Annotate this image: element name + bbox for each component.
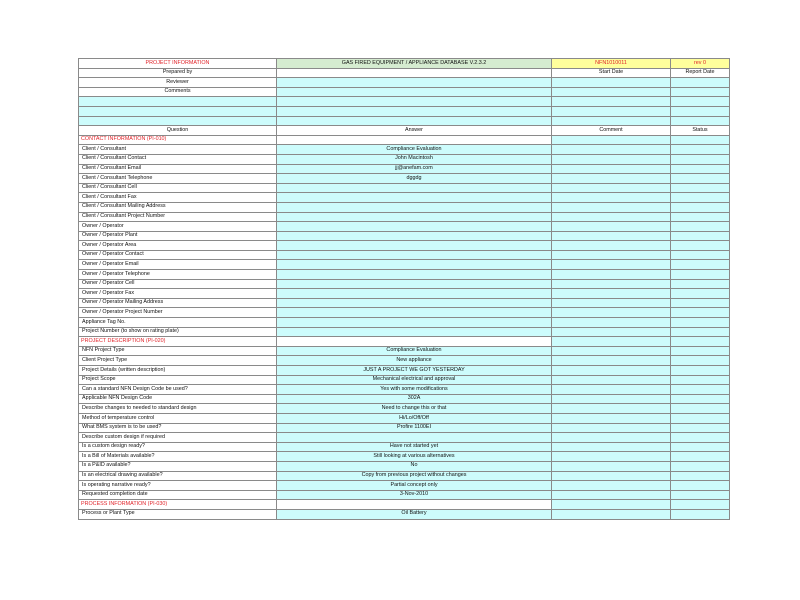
question-label: Is a custom design ready? xyxy=(79,442,277,452)
status-cell[interactable] xyxy=(671,356,730,366)
section-title: CONTACT INFORMATION (PI-010) xyxy=(79,135,277,145)
comments-value[interactable] xyxy=(277,87,552,97)
answer-cell[interactable] xyxy=(277,327,552,337)
question-label: Applicable NFN Design Code xyxy=(79,394,277,404)
section-comment-cell[interactable] xyxy=(552,337,671,347)
question-row xyxy=(79,174,730,184)
prepared-by-value[interactable] xyxy=(277,68,552,78)
question-row xyxy=(79,452,730,462)
section-header-blank xyxy=(277,337,552,347)
comment-cell[interactable] xyxy=(552,423,671,433)
question-row xyxy=(79,327,730,337)
status-cell[interactable] xyxy=(671,385,730,395)
answer-cell[interactable]: New appliance xyxy=(277,356,552,366)
status-cell[interactable] xyxy=(671,270,730,280)
comment-cell[interactable] xyxy=(552,270,671,280)
question-label: Owner / Operator Telephone xyxy=(79,270,277,280)
reviewer-value[interactable] xyxy=(277,78,552,88)
section-status-cell[interactable] xyxy=(671,337,730,347)
section-header-blank xyxy=(277,500,552,510)
question-row xyxy=(79,260,730,270)
answer-cell[interactable]: 302A xyxy=(277,394,552,404)
blank-cell[interactable] xyxy=(79,106,277,116)
status-cell[interactable] xyxy=(671,183,730,193)
answer-cell[interactable]: Compliance Evaluation xyxy=(277,346,552,356)
comment-cell[interactable] xyxy=(552,241,671,251)
answer-cell[interactable] xyxy=(277,222,552,232)
comment-cell[interactable] xyxy=(552,356,671,366)
comment-cell[interactable] xyxy=(552,471,671,481)
answer-cell[interactable] xyxy=(277,279,552,289)
question-label: Client / Consultant Email xyxy=(79,164,277,174)
question-row xyxy=(79,202,730,212)
question-label: Owner / Operator xyxy=(79,222,277,232)
status-cell[interactable] xyxy=(671,442,730,452)
status-cell[interactable] xyxy=(671,366,730,376)
status-cell[interactable] xyxy=(671,145,730,155)
section-comment-cell[interactable] xyxy=(552,135,671,145)
comments-extra-cell[interactable] xyxy=(552,87,671,97)
comment-cell[interactable] xyxy=(552,433,671,443)
question-row xyxy=(79,212,730,222)
question-label: Requested completion date xyxy=(79,490,277,500)
blank-cell[interactable] xyxy=(79,97,277,107)
comment-cell[interactable] xyxy=(552,366,671,376)
section-header-row xyxy=(79,500,730,510)
question-row xyxy=(79,183,730,193)
question-label: Project Details (written description) xyxy=(79,366,277,376)
answer-cell[interactable]: Need to change this or that xyxy=(277,404,552,414)
question-label: Owner / Operator Contact xyxy=(79,250,277,260)
answer-cell[interactable] xyxy=(277,231,552,241)
comment-cell[interactable] xyxy=(552,452,671,462)
question-row xyxy=(79,442,730,452)
status-cell[interactable] xyxy=(671,250,730,260)
status-cell[interactable] xyxy=(671,413,730,423)
comment-cell[interactable] xyxy=(552,183,671,193)
question-row xyxy=(79,423,730,433)
question-label: NFN Project Type xyxy=(79,346,277,356)
blank-cell[interactable] xyxy=(552,116,671,126)
question-column-header: Question xyxy=(79,126,277,136)
status-cell[interactable] xyxy=(671,289,730,299)
question-row xyxy=(79,375,730,385)
question-label: Client / Consultant Telephone xyxy=(79,174,277,184)
question-label: Describe custom design if required xyxy=(79,433,277,443)
project-information-sheet xyxy=(78,58,730,520)
question-label: Method of temperature control xyxy=(79,413,277,423)
project-information-title: PROJECT INFORMATION xyxy=(79,59,277,69)
database-title: GAS FIRED EQUIPMENT / APPLIANCE DATABASE V.2.3.2 xyxy=(277,59,552,69)
answer-cell[interactable] xyxy=(277,241,552,251)
answer-cell[interactable]: Copy from previous project without changes xyxy=(277,471,552,481)
answer-cell[interactable] xyxy=(277,318,552,328)
answer-cell[interactable] xyxy=(277,212,552,222)
comment-cell[interactable] xyxy=(552,289,671,299)
question-label: Project Scope xyxy=(79,375,277,385)
answer-cell[interactable] xyxy=(277,250,552,260)
answer-column-header: Answer xyxy=(277,126,552,136)
answer-cell[interactable] xyxy=(277,298,552,308)
question-label: Client Project Type xyxy=(79,356,277,366)
section-status-cell[interactable] xyxy=(671,135,730,145)
question-label: Client / Consultant Cell xyxy=(79,183,277,193)
status-cell[interactable] xyxy=(671,452,730,462)
section-header-row xyxy=(79,337,730,347)
comment-cell[interactable] xyxy=(552,193,671,203)
answer-cell[interactable]: Partial concept only xyxy=(277,481,552,491)
status-cell[interactable] xyxy=(671,423,730,433)
answer-cell[interactable] xyxy=(277,289,552,299)
answer-cell[interactable]: John Macintosh xyxy=(277,154,552,164)
status-cell[interactable] xyxy=(671,202,730,212)
start-date-label: Start Date xyxy=(552,68,671,78)
question-label: Describe changes to needed to standard design xyxy=(79,404,277,414)
blank-cell[interactable] xyxy=(671,106,730,116)
comment-cell[interactable] xyxy=(552,481,671,491)
question-row xyxy=(79,471,730,481)
status-cell[interactable] xyxy=(671,308,730,318)
comment-cell[interactable] xyxy=(552,385,671,395)
question-label: Client / Consultant Fax xyxy=(79,193,277,203)
comments-row xyxy=(79,87,730,97)
question-label: Client / Consultant Contact xyxy=(79,154,277,164)
question-row xyxy=(79,481,730,491)
section-title: PROJECT DESCRIPTION (PI-020) xyxy=(79,337,277,347)
start-date-value[interactable] xyxy=(552,78,671,88)
question-row xyxy=(79,404,730,414)
question-row xyxy=(79,164,730,174)
status-cell[interactable] xyxy=(671,231,730,241)
answer-cell[interactable]: Compliance Evaluation xyxy=(277,145,552,155)
blank-row xyxy=(79,97,730,107)
question-label: Process or Plant Type xyxy=(79,509,277,519)
status-cell[interactable] xyxy=(671,346,730,356)
answer-cell[interactable] xyxy=(277,260,552,270)
answer-cell[interactable]: No xyxy=(277,461,552,471)
blank-cell[interactable] xyxy=(552,106,671,116)
question-label: Is a P&ID available? xyxy=(79,461,277,471)
status-cell[interactable] xyxy=(671,375,730,385)
comment-cell[interactable] xyxy=(552,413,671,423)
status-column-header: Status xyxy=(671,126,730,136)
answer-cell[interactable]: Profire 1100EI xyxy=(277,423,552,433)
blank-row xyxy=(79,106,730,116)
answer-cell[interactable] xyxy=(277,183,552,193)
comment-cell[interactable] xyxy=(552,442,671,452)
question-label: Is an electrical drawing available? xyxy=(79,471,277,481)
comments-label: Comments xyxy=(79,87,277,97)
question-label: Project Number (to show on rating plate) xyxy=(79,327,277,337)
answer-cell[interactable]: Still looking at various alternatives xyxy=(277,452,552,462)
status-cell[interactable] xyxy=(671,154,730,164)
question-row xyxy=(79,394,730,404)
status-cell[interactable] xyxy=(671,471,730,481)
question-label: Owner / Operator Email xyxy=(79,260,277,270)
status-cell[interactable] xyxy=(671,327,730,337)
comment-cell[interactable] xyxy=(552,404,671,414)
answer-cell[interactable]: Yes with some modifications xyxy=(277,385,552,395)
comment-cell[interactable] xyxy=(552,509,671,519)
blank-cell[interactable] xyxy=(671,116,730,126)
question-label: What BMS system is to be used? xyxy=(79,423,277,433)
question-row xyxy=(79,461,730,471)
comment-cell[interactable] xyxy=(552,298,671,308)
question-label: Is operating narrative ready? xyxy=(79,481,277,491)
question-row xyxy=(79,308,730,318)
question-row xyxy=(79,250,730,260)
question-row xyxy=(79,289,730,299)
question-label: Owner / Operator Area xyxy=(79,241,277,251)
comment-cell[interactable] xyxy=(552,394,671,404)
status-cell[interactable] xyxy=(671,461,730,471)
comment-cell[interactable] xyxy=(552,202,671,212)
question-row xyxy=(79,433,730,443)
question-label: Owner / Operator Plant xyxy=(79,231,277,241)
comment-cell[interactable] xyxy=(552,174,671,184)
blank-cell[interactable] xyxy=(277,116,552,126)
blank-cell[interactable] xyxy=(671,97,730,107)
answer-cell[interactable]: Have not started yet xyxy=(277,442,552,452)
status-cell[interactable] xyxy=(671,241,730,251)
blank-cell[interactable] xyxy=(277,97,552,107)
status-cell[interactable] xyxy=(671,318,730,328)
comments-extra-cell[interactable] xyxy=(671,87,730,97)
question-row xyxy=(79,298,730,308)
comment-cell[interactable] xyxy=(552,461,671,471)
status-cell[interactable] xyxy=(671,298,730,308)
question-row xyxy=(79,366,730,376)
status-cell[interactable] xyxy=(671,164,730,174)
comment-cell[interactable] xyxy=(552,164,671,174)
answer-cell[interactable]: dggdg xyxy=(277,174,552,184)
reviewer-row xyxy=(79,78,730,88)
comment-cell[interactable] xyxy=(552,279,671,289)
comment-cell[interactable] xyxy=(552,308,671,318)
comment-cell[interactable] xyxy=(552,154,671,164)
answer-cell[interactable]: Mechanical electrical and approval xyxy=(277,375,552,385)
question-row xyxy=(79,193,730,203)
question-row xyxy=(79,318,730,328)
answer-cell[interactable] xyxy=(277,270,552,280)
prepared-by-label: Prepared by xyxy=(79,68,277,78)
section-status-cell[interactable] xyxy=(671,500,730,510)
question-row xyxy=(79,231,730,241)
question-row xyxy=(79,279,730,289)
section-comment-cell[interactable] xyxy=(552,500,671,510)
status-cell[interactable] xyxy=(671,174,730,184)
project-number[interactable]: NFN1010011 xyxy=(552,59,671,69)
report-date-value[interactable] xyxy=(671,78,730,88)
status-cell[interactable] xyxy=(671,509,730,519)
question-label: Owner / Operator Project Number xyxy=(79,308,277,318)
status-cell[interactable] xyxy=(671,490,730,500)
comment-cell[interactable] xyxy=(552,260,671,270)
section-header-row xyxy=(79,135,730,145)
comment-cell[interactable] xyxy=(552,250,671,260)
answer-cell[interactable]: Oil Battery xyxy=(277,509,552,519)
blank-cell[interactable] xyxy=(277,106,552,116)
comment-cell[interactable] xyxy=(552,375,671,385)
question-row xyxy=(79,509,730,519)
status-cell[interactable] xyxy=(671,260,730,270)
comment-cell[interactable] xyxy=(552,490,671,500)
status-cell[interactable] xyxy=(671,394,730,404)
comment-cell[interactable] xyxy=(552,231,671,241)
revision-cell[interactable]: rev 0 xyxy=(671,59,730,69)
answer-cell[interactable] xyxy=(277,308,552,318)
reviewer-label: Reviewer xyxy=(79,78,277,88)
status-cell[interactable] xyxy=(671,193,730,203)
blank-cell[interactable] xyxy=(79,116,277,126)
section-title: PROCESS INFORMATION (PI-030) xyxy=(79,500,277,510)
comment-cell[interactable] xyxy=(552,346,671,356)
question-row xyxy=(79,490,730,500)
question-row xyxy=(79,413,730,423)
answer-cell[interactable]: Hi/Lo/Off/Off xyxy=(277,413,552,423)
status-cell[interactable] xyxy=(671,222,730,232)
question-row xyxy=(79,154,730,164)
comment-cell[interactable] xyxy=(552,222,671,232)
question-row xyxy=(79,385,730,395)
question-label: Client / Consultant xyxy=(79,145,277,155)
answer-cell[interactable]: 3-Nov-2010 xyxy=(277,490,552,500)
question-label: Owner / Operator Fax xyxy=(79,289,277,299)
sheet-header-row xyxy=(79,59,730,69)
question-label: Can a standard NFN Design Code be used? xyxy=(79,385,277,395)
comment-cell[interactable] xyxy=(552,327,671,337)
answer-cell[interactable] xyxy=(277,433,552,443)
answer-cell[interactable]: jj@anefam.com xyxy=(277,164,552,174)
blank-row xyxy=(79,116,730,126)
question-row xyxy=(79,222,730,232)
answer-cell[interactable]: JUST A PROJECT WE GOT YESTERDAY xyxy=(277,366,552,376)
status-cell[interactable] xyxy=(671,212,730,222)
question-label: Is a Bill of Materials available? xyxy=(79,452,277,462)
comment-cell[interactable] xyxy=(552,318,671,328)
status-cell[interactable] xyxy=(671,404,730,414)
question-label: Owner / Operator Mailing Address xyxy=(79,298,277,308)
question-row xyxy=(79,356,730,366)
report-date-label: Report Date xyxy=(671,68,730,78)
answer-cell[interactable] xyxy=(277,193,552,203)
status-cell[interactable] xyxy=(671,433,730,443)
comment-cell[interactable] xyxy=(552,212,671,222)
question-label: Client / Consultant Project Number xyxy=(79,212,277,222)
status-cell[interactable] xyxy=(671,279,730,289)
section-header-blank xyxy=(277,135,552,145)
question-label: Owner / Operator Cell xyxy=(79,279,277,289)
question-row xyxy=(79,241,730,251)
question-row xyxy=(79,145,730,155)
blank-cell[interactable] xyxy=(552,97,671,107)
question-row xyxy=(79,270,730,280)
question-label: Appliance Tag No. xyxy=(79,318,277,328)
comment-cell[interactable] xyxy=(552,145,671,155)
question-row xyxy=(79,346,730,356)
question-label: Client / Consultant Mailing Address xyxy=(79,202,277,212)
comment-column-header: Comment xyxy=(552,126,671,136)
prepared-by-row xyxy=(79,68,730,78)
column-header-row xyxy=(79,126,730,136)
answer-cell[interactable] xyxy=(277,202,552,212)
status-cell[interactable] xyxy=(671,481,730,491)
